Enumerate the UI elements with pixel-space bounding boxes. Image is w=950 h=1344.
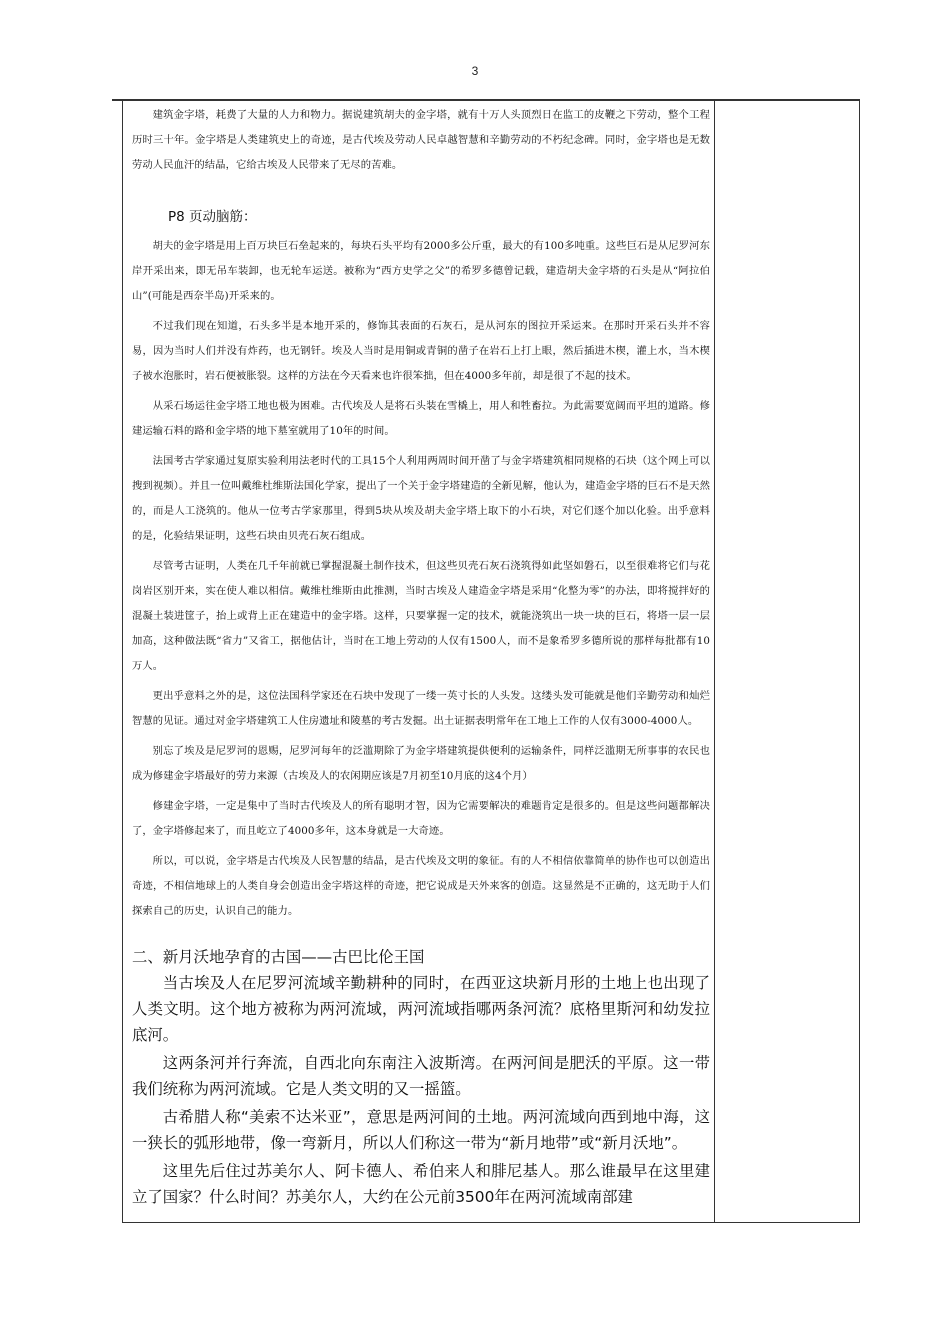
p8-paragraph: 从采石场运往金字塔工地也极为困难。古代埃及人是将石头装在雪橇上，用人和牲畜拉。为此需要宽阔而平坦的道路。修建运输石料的路和金字塔的地下墓室就用了10年的时间。 <box>132 400 710 437</box>
p8-paragraph: 更出乎意料之外的是，这位法国科学家还在石块中发现了一缕一英寸长的人头发。这缕头发可能就是他们辛勤劳动和灿烂智慧的见证。通过对金字塔建筑工人住房遗址和陵墓的考古发掘。出土证据表明常年在工地上工作的人仅有3000-4000人。 <box>132 690 710 727</box>
p8-block <box>132 234 710 924</box>
p8-paragraph: 尽管考古证明，人类在几千年前就已掌握混凝土制作技术，但这些贝壳石灰石浇筑得如此坚如磐石，以至很难将它们与花岗岩区别开来，实在使人难以相信。戴维杜维斯由此推测，当时古埃及人建造金字塔是采用“化整为零”的办法，即将搅拌好的混凝土装进筐子，抬上或背上正在建造中的金字塔。这样，只要掌握一定的技术，就能浇筑出一块一块的巨石，将塔一层一层加高，这种做法既“省力”又省工，据他估计，当时在工地上劳动的人仅有1500人，而不是象希罗多德所说的那样每批都有10万人。 <box>132 560 710 672</box>
p8-heading: P8 页动脑筋： <box>168 209 257 225</box>
intro-block <box>132 103 710 178</box>
column-divider <box>714 101 715 1222</box>
section-paragraph: 古希腊人称“美索不达米亚”，意思是两河间的土地。两河流域向西到地中海，这一狭长的弧形地带，像一弯新月，所以人们称这一带为“新月地带”或“新月沃地”。 <box>132 1108 710 1152</box>
p8-paragraph: 不过我们现在知道，石头多半是本地开采的，修饰其表面的石灰石，是从河东的图拉开采运来。在那时开采石头并不容易，因为当时人们并没有炸药，也无钢钎。埃及人当时是用铜或青铜的凿子在岩石上打上眼，然后插进木楔，灌上水，当木楔子被水泡胀时，岩石便被胀裂。这样的方法在今天看来也许很笨拙，但在4000多年前，却是很了不起的技术。 <box>132 320 710 382</box>
section-paragraph: 当古埃及人在尼罗河流域辛勤耕种的同时，在西亚这块新月形的土地上也出现了人类文明。这个地方被称为两河流域，两河流域指哪两条河流？底格里斯河和幼发拉底河。 <box>132 974 710 1044</box>
p8-paragraph: 所以，可以说，金字塔是古代埃及人民智慧的结晶，是古代埃及文明的象征。有的人不相信依靠简单的协作也可以创造出奇迹，不相信地球上的人类自身会创造出金字塔这样的奇迹，把它说成是天外来客的创造。这显然是不正确的，这无助于人们探索自己的历史，认识自己的能力。 <box>132 855 710 917</box>
section-paragraph: 这两条河并行奔流，自西北向东南注入波斯湾。在两河间是肥沃的平原。这一带我们统称为两河流域。它是人类文明的又一摇篮。 <box>132 1054 710 1098</box>
p8-paragraph: 修建金字塔，一定是集中了当时古代埃及人的所有聪明才智，因为它需要解决的难题肯定是很多的。但是这些问题都解决了，金字塔修起来了，而且屹立了4000多年，这本身就是一大奇迹。 <box>132 800 710 837</box>
main-column <box>132 103 710 1210</box>
section-heading: 二、新月沃地孕育的古国——古巴比伦王国 <box>132 948 425 966</box>
p8-paragraph: 法国考古学家通过复原实验利用法老时代的工具15个人利用两周时间开凿了与金字塔建筑相同规格的石块（这个网上可以搜到视频）。并且一位叫戴维杜维斯法国化学家，提出了一个关于金字塔建造的全新见解，他认为，建造金字塔的巨石不是天然的，而是人工浇筑的。他从一位考古学家那里，得到5块从埃及胡夫金字塔上取下的小石块，对它们逐个加以化验。出乎意料的是，化验结果证明，这些石块由贝壳石灰石组成。 <box>132 455 710 542</box>
section-block <box>132 944 710 1210</box>
p8-paragraph: 胡夫的金字塔是用上百万块巨石垒起来的，每块石头平均有2000多公斤重，最大的有100多吨重。这些巨石是从尼罗河东岸开采出来，即无吊车装卸，也无轮车运送。被称为“西方史学之父”的希罗多德曾记载，建造胡夫金字塔的石头是从“阿拉伯山”(可能是西奈半岛)开采来的。 <box>132 240 710 302</box>
page-number: 3 <box>471 64 479 78</box>
p8-paragraph: 别忘了埃及是尼罗河的恩赐，尼罗河每年的泛滥期除了为金字塔建筑提供便利的运输条件，同样泛滥期无所事事的农民也成为修建金字塔最好的劳力来源（古埃及人的农闲期应该是7月初至10月底的这4个月） <box>132 745 710 782</box>
section-paragraph: 这里先后住过苏美尔人、阿卡德人、希伯来人和腓尼基人。那么谁最早在这里建立了国家？什么时间？苏美尔人，大约在公元前3500年在两河流域南部建 <box>132 1162 710 1206</box>
intro-paragraph: 建筑金字塔，耗费了大量的人力和物力。据说建筑胡夫的金字塔，就有十万人头顶烈日在监工的皮鞭之下劳动，整个工程历时三十年。金字塔是人类建筑史上的奇迹，是古代埃及劳动人民卓越智慧和辛勤劳动的不朽纪念碑。同时，金字塔也是无数劳动人民血汗的结晶，它给古埃及人民带来了无尽的苦难。 <box>132 109 710 171</box>
